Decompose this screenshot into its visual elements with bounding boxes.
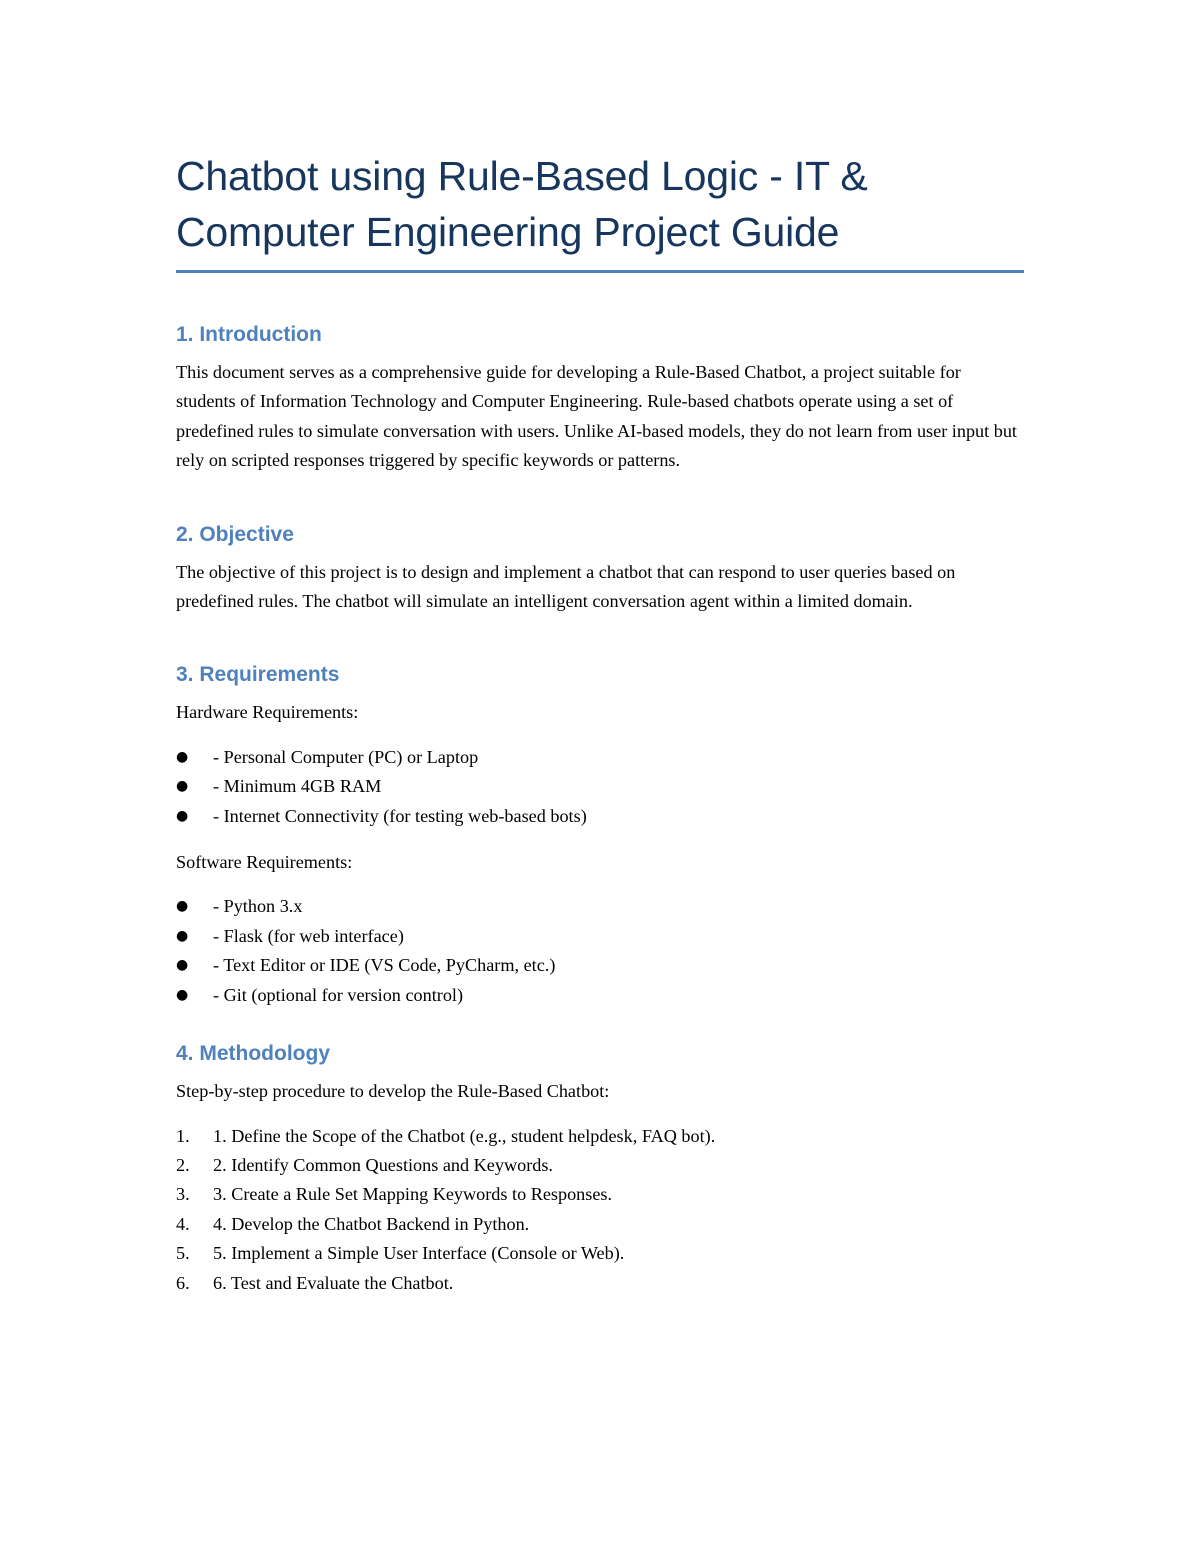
document-title: Chatbot using Rule-Based Logic - IT & Computer Engineering Project Guide [176, 153, 868, 255]
list-item-text: - Git (optional for version control) [213, 984, 464, 1005]
section-heading: 4. Methodology [176, 1042, 330, 1066]
list-item [176, 1210, 1024, 1239]
list-item [176, 1151, 1024, 1180]
section-paragraph: This document serves as a comprehensive guide for developing a Rule-Based Chatbot, a project suitable for students of Information Technology and Computer Engineering. Rule-based chatbots operate using a set of predefined rules to simulate conversation with users. Unlike AI-based models, they do not learn from user input but rely on scripted responses triggered by specific keywords or patterns. [176, 362, 1017, 471]
list-number: 6. [176, 1272, 190, 1293]
hardware-requirements-list [176, 743, 1024, 831]
list-item-text: - Personal Computer (PC) or Laptop [213, 746, 479, 767]
list-item-text: - Python 3.x [213, 896, 303, 917]
hardware-requirements-label: Hardware Requirements: [176, 702, 359, 723]
section-introduction [176, 322, 1024, 476]
list-number: 4. [176, 1213, 190, 1234]
document-body [176, 148, 1024, 1344]
bullet-dot-icon: ● [176, 986, 189, 1003]
list-item-text: 3. Create a Rule Set Mapping Keywords to Responses. [213, 1184, 613, 1205]
list-number: 3. [176, 1184, 190, 1205]
list-item-text: 6. Test and Evaluate the Chatbot. [213, 1272, 454, 1293]
list-item [176, 892, 1024, 921]
software-requirements-list [176, 892, 1024, 1010]
list-item [176, 743, 1024, 772]
section-heading: 2. Objective [176, 522, 294, 546]
list-item [176, 772, 1024, 801]
bullet-dot-icon: ● [176, 898, 189, 915]
bullet-dot-icon: ● [176, 807, 189, 824]
methodology-intro: Step-by-step procedure to develop the Rule-Based Chatbot: [176, 1081, 610, 1102]
bullet-dot-icon: ● [176, 957, 189, 974]
bullet-dot-icon: ● [176, 748, 189, 765]
software-requirements-label: Software Requirements: [176, 852, 353, 873]
title-underline [176, 270, 1024, 273]
list-item [176, 922, 1024, 951]
list-item-text: - Text Editor or IDE (VS Code, PyCharm, etc.) [213, 955, 556, 976]
list-item [176, 802, 1024, 831]
section-paragraph: The objective of this project is to design and implement a chatbot that can respond to user queries based on predefined rules. The chatbot will simulate an intelligent conversation agent within a limited domain. [176, 561, 956, 612]
list-item [176, 951, 1024, 980]
list-item [176, 981, 1024, 1010]
list-item-text: 5. Implement a Simple User Interface (Console or Web). [213, 1243, 625, 1264]
section-objective [176, 522, 1024, 617]
list-item-text: - Internet Connectivity (for testing web-based bots) [213, 805, 587, 826]
list-item-text: 1. Define the Scope of the Chatbot (e.g., student helpdesk, FAQ bot). [213, 1125, 716, 1146]
section-heading: 1. Introduction [176, 323, 322, 346]
list-item-text: 2. Identify Common Questions and Keywords. [213, 1154, 553, 1175]
list-item [176, 1269, 1024, 1298]
methodology-steps-list [176, 1122, 1024, 1298]
list-item-text: - Flask (for web interface) [213, 925, 404, 946]
section-heading: 3. Requirements [176, 663, 340, 687]
list-item [176, 1239, 1024, 1268]
list-item-text: 4. Develop the Chatbot Backend in Python. [213, 1213, 530, 1234]
list-number: 5. [176, 1243, 190, 1264]
bullet-dot-icon: ● [176, 927, 189, 944]
section-methodology [176, 1041, 1024, 1298]
section-requirements [176, 662, 1024, 1010]
list-item-text: - Minimum 4GB RAM [213, 776, 382, 797]
list-item [176, 1122, 1024, 1151]
list-number: 1. [176, 1125, 190, 1146]
bullet-dot-icon: ● [176, 778, 189, 795]
list-number: 2. [176, 1154, 190, 1175]
list-item [176, 1180, 1024, 1209]
